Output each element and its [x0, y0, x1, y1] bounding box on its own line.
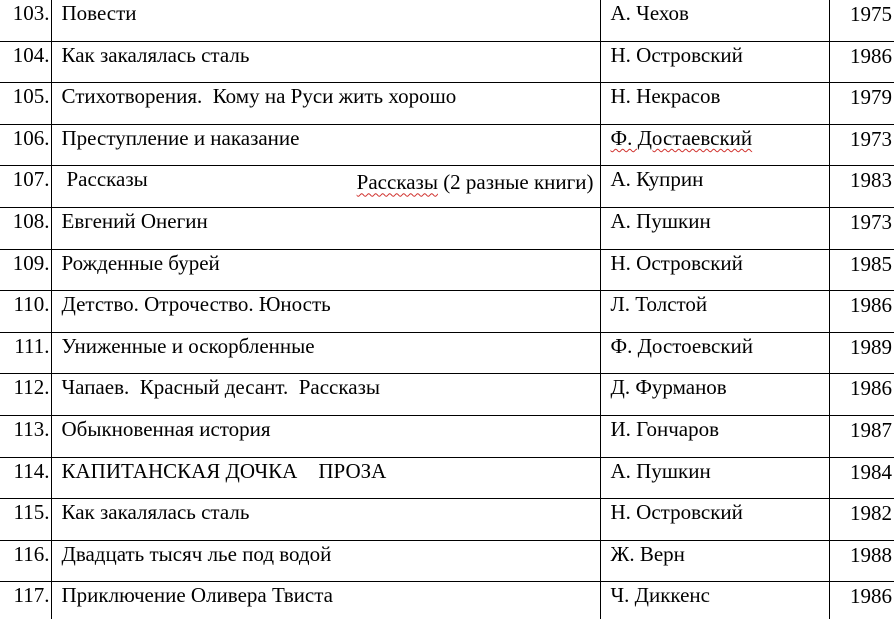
row-number-cell — [0, 207, 51, 249]
year-cell[interactable] — [829, 374, 894, 416]
book-title: Как закалялась сталь — [61, 500, 250, 525]
title-cell[interactable] — [51, 457, 600, 499]
row-number: 113. — [13, 416, 50, 441]
row-number-cell — [0, 41, 51, 83]
book-author: А. Чехов — [610, 1, 689, 25]
row-number-cell — [0, 166, 51, 208]
book-title: КАПИТАНСКАЯ ДОЧКА ПРОЗА — [61, 458, 387, 483]
book-title: Обыкновенная история — [61, 416, 271, 441]
title-cell[interactable] — [51, 166, 600, 208]
author-cell[interactable] — [600, 332, 829, 374]
title-cell[interactable] — [51, 499, 600, 541]
title-cell[interactable] — [51, 291, 600, 333]
row-number: 106. — [12, 125, 50, 150]
book-year: 1979 — [850, 85, 892, 110]
book-title: Преступление и наказание — [61, 125, 300, 150]
author-cell[interactable] — [600, 291, 829, 333]
year-cell[interactable] — [829, 207, 894, 249]
row-number-cell — [0, 249, 51, 291]
author-cell[interactable] — [600, 124, 829, 166]
table-row — [0, 207, 894, 249]
row-number-cell — [0, 83, 51, 125]
book-author: И. Гончаров — [610, 416, 719, 441]
book-year: 1986 — [850, 43, 892, 68]
row-number: 114. — [13, 458, 50, 483]
book-year: 1975 — [850, 2, 892, 26]
book-author: Н. Островский — [610, 500, 743, 525]
title-cell[interactable] — [51, 83, 600, 125]
row-number: 111. — [14, 333, 50, 358]
year-cell[interactable] — [829, 124, 894, 166]
row-number: 103. — [12, 1, 50, 25]
table-row — [0, 41, 894, 83]
row-number: 116. — [13, 541, 50, 566]
book-title: Рассказы — [66, 167, 148, 192]
book-title: Детство. Отрочество. Юность — [61, 292, 331, 317]
row-number: 107. — [12, 167, 50, 192]
book-year: 1988 — [850, 542, 892, 567]
book-author: Н. Островский — [610, 42, 743, 67]
book-author: А. Пушкин — [610, 458, 711, 483]
table-row — [0, 291, 894, 333]
table-row — [0, 166, 894, 208]
table-row — [0, 540, 894, 582]
table-row — [0, 332, 894, 374]
title-cell[interactable] — [51, 374, 600, 416]
title-cell[interactable] — [51, 249, 600, 291]
row-number-cell — [0, 291, 51, 333]
book-year: 1986 — [850, 584, 892, 609]
book-title: Стихотворения. Кому на Руси жить хорошо — [61, 84, 457, 109]
title-cell[interactable] — [51, 207, 600, 249]
book-title: Двадцать тысяч лье под водой — [61, 541, 332, 566]
book-year: 1987 — [850, 417, 892, 442]
row-number: 109. — [12, 250, 50, 275]
author-cell[interactable] — [600, 41, 829, 83]
book-year: 1985 — [850, 251, 892, 276]
table-row — [0, 0, 894, 41]
table-row — [0, 415, 894, 457]
year-cell[interactable] — [829, 540, 894, 582]
title-cell[interactable] — [51, 582, 600, 619]
year-cell[interactable] — [829, 582, 894, 619]
author-cell[interactable] — [600, 415, 829, 457]
book-year: 1986 — [850, 293, 892, 318]
table-row — [0, 83, 894, 125]
row-number: 115. — [13, 500, 50, 525]
row-number: 110. — [13, 292, 50, 317]
table-row — [0, 374, 894, 416]
author-cell[interactable] — [600, 374, 829, 416]
book-author: Л. Толстой — [610, 292, 708, 317]
book-title: Чапаев. Красный десант. Рассказы — [61, 375, 380, 400]
author-cell[interactable] — [600, 249, 829, 291]
row-number: 104. — [12, 42, 50, 67]
title-cell[interactable] — [51, 41, 600, 83]
book-author: Ф. Достоевский — [610, 333, 754, 358]
title-cell[interactable] — [51, 415, 600, 457]
row-number-cell — [0, 540, 51, 582]
row-number-cell — [0, 124, 51, 166]
author-cell[interactable] — [600, 499, 829, 541]
book-title: Повести — [61, 1, 137, 25]
year-cell[interactable] — [829, 499, 894, 541]
year-cell[interactable] — [829, 0, 894, 41]
table-row — [0, 124, 894, 166]
book-year: 1982 — [850, 501, 892, 526]
book-year: 1989 — [850, 334, 892, 359]
year-cell[interactable] — [829, 415, 894, 457]
year-cell[interactable] — [829, 457, 894, 499]
book-author: А. Пушкин — [610, 208, 711, 233]
book-title: Рожденные бурей — [61, 250, 220, 275]
table-row — [0, 457, 894, 499]
author-cell[interactable] — [600, 166, 829, 208]
book-title: Приключение Оливера Твиста — [61, 583, 333, 608]
year-cell[interactable] — [829, 291, 894, 333]
author-cell[interactable] — [600, 540, 829, 582]
book-author: Д. Фурманов — [610, 375, 727, 400]
row-number-cell — [0, 457, 51, 499]
book-year: 1986 — [850, 376, 892, 401]
book-year: 1984 — [850, 459, 892, 484]
year-cell[interactable] — [829, 249, 894, 291]
row-number: 117. — [13, 583, 50, 608]
book-title: Как закалялась сталь — [61, 42, 250, 67]
book-author: Ч. Диккенс — [610, 583, 710, 608]
row-number: 108. — [12, 208, 50, 233]
table-row — [0, 249, 894, 291]
title-multi-part — [52, 166, 600, 193]
book-title-extra — [357, 166, 594, 193]
book-title-extra-note: (2 разные книги) — [437, 170, 594, 195]
row-number-cell — [0, 415, 51, 457]
author-cell[interactable] — [600, 0, 829, 41]
author-cell[interactable] — [600, 457, 829, 499]
row-number-cell — [0, 499, 51, 541]
author-cell[interactable] — [600, 207, 829, 249]
book-title: Евгений Онегин — [61, 208, 208, 233]
book-year: 1973 — [850, 126, 892, 151]
row-number-cell — [0, 582, 51, 619]
row-number: 112. — [13, 375, 50, 400]
book-year: 1983 — [850, 168, 892, 193]
year-cell[interactable] — [829, 83, 894, 125]
year-cell[interactable] — [829, 41, 894, 83]
title-cell[interactable] — [51, 540, 600, 582]
row-number-cell — [0, 0, 51, 41]
author-cell[interactable] — [600, 582, 829, 619]
title-cell[interactable] — [51, 332, 600, 374]
book-title-extra-word: Рассказы — [356, 170, 438, 195]
book-author: А. Куприн — [610, 167, 704, 192]
title-cell[interactable] — [51, 124, 600, 166]
author-cell[interactable] — [600, 83, 829, 125]
table-row — [0, 582, 894, 619]
book-author: Н. Островский — [610, 250, 743, 275]
row-number: 105. — [12, 84, 50, 109]
book-author-spellcheck: Ф. Достаевский — [610, 125, 753, 150]
title-cell[interactable] — [51, 0, 600, 41]
year-cell[interactable] — [829, 332, 894, 374]
book-title: Униженные и оскорбленные — [61, 333, 315, 358]
table-row — [0, 499, 894, 541]
year-cell[interactable] — [829, 166, 894, 208]
book-author: Ж. Верн — [610, 541, 685, 566]
row-number-cell — [0, 332, 51, 374]
book-year: 1973 — [850, 209, 892, 234]
book-author: Н. Некрасов — [610, 84, 721, 109]
row-number-cell — [0, 374, 51, 416]
